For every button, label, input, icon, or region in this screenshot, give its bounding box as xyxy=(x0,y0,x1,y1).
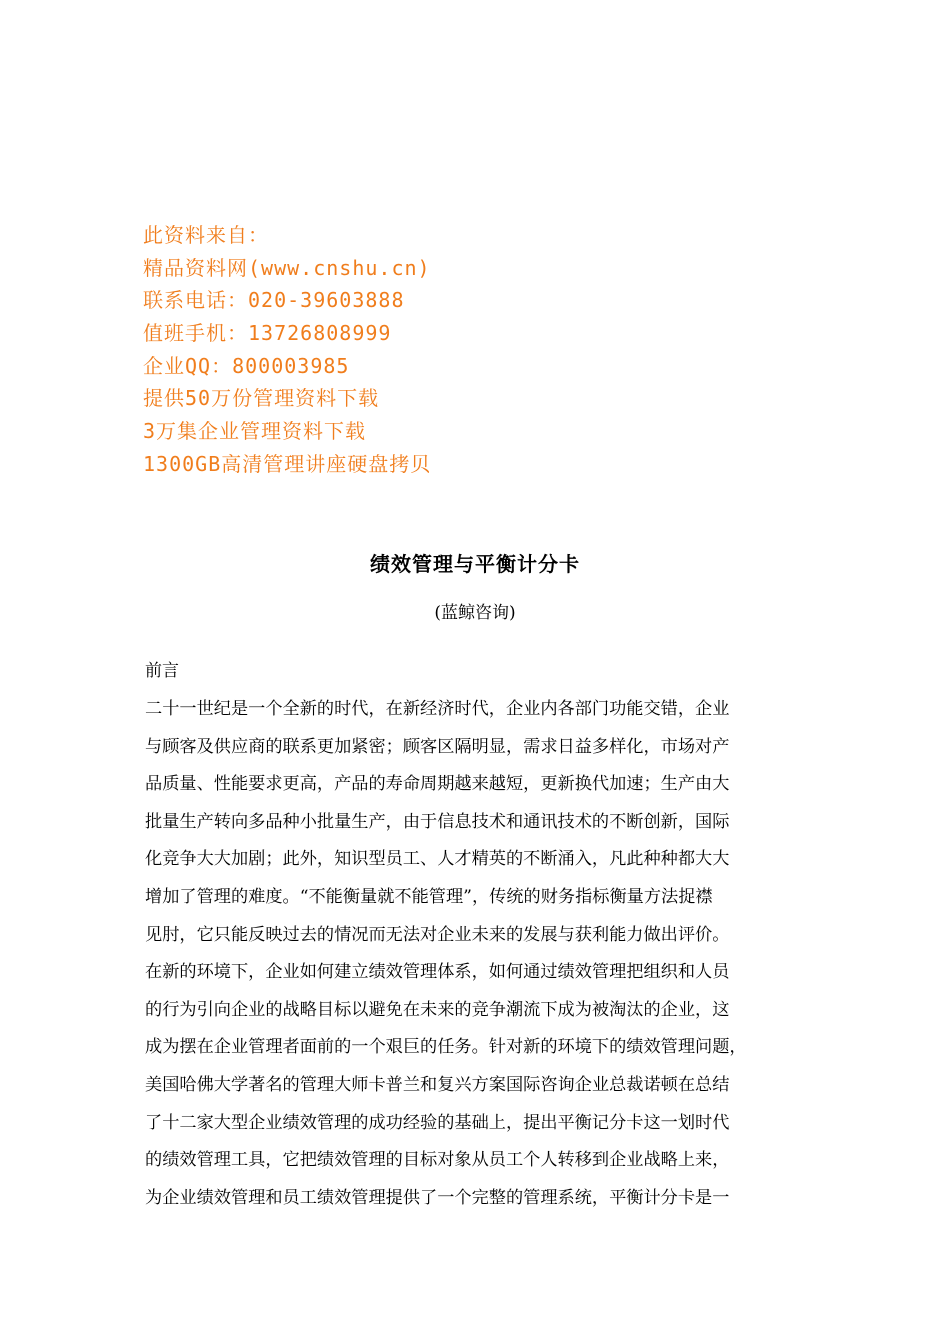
body-line: 为企业绩效管理和员工绩效管理提供了一个完整的管理系统，平衡计分卡是一 xyxy=(145,1187,730,1208)
promo-offer-2: 3万集企业管理资料下载 xyxy=(143,419,367,444)
body-line: 了十二家大型企业绩效管理的成功经验的基础上，提出平衡记分卡这一划时代 xyxy=(145,1112,730,1133)
body-line: 的绩效管理工具，它把绩效管理的目标对象从员工个人转移到企业战略上来， xyxy=(145,1150,730,1171)
promo-offer-3: 1300GB高清管理讲座硬盘拷贝 xyxy=(143,451,432,476)
body-line: 二十一世纪是一个全新的时代，在新经济时代，企业内各部门功能交错，企业 xyxy=(145,699,730,719)
body-line: 见肘，它只能反映过去的情况而无法对企业未来的发展与获利能力做出评价。 xyxy=(145,924,730,945)
body-line: 在新的环境下，企业如何建立绩效管理体系，如何通过绩效管理把组织和人员 xyxy=(145,962,730,983)
promo-offer-1: 提供50万份管理资料下载 xyxy=(143,386,380,411)
preface-heading: 前言 xyxy=(145,661,179,681)
promo-qq: 企业QQ：800003985 xyxy=(143,353,350,378)
body-line: 增加了管理的难度。“不能衡量就不能管理”，传统的财务指标衡量方法捉襟 xyxy=(145,886,713,907)
promo-mobile: 值班手机：13726808999 xyxy=(143,321,392,346)
document-subtitle: (蓝鲸咨询) xyxy=(434,603,516,623)
promo-phone: 联系电话：020-39603888 xyxy=(143,288,405,313)
body-line: 与顾客及供应商的联系更加紧密；顾客区隔明显，需求日益多样化，市场对产 xyxy=(145,736,730,757)
promo-website: 精品资料网(www.cnshu.cn) xyxy=(143,255,431,280)
document-title: 绩效管理与平衡计分卡 xyxy=(370,552,580,576)
body-line: 化竞争大大加剧；此外，知识型员工、人才精英的不断涌入，凡此种种都大大 xyxy=(145,849,730,870)
body-line: 美国哈佛大学著名的管理大师卡普兰和复兴方案国际咨询企业总裁诺顿在总结 xyxy=(145,1074,730,1095)
preface-body xyxy=(145,691,805,1217)
body-line: 品质量、性能要求更高，产品的寿命周期越来越短，更新换代加速；生产由大 xyxy=(145,774,730,795)
promo-block xyxy=(143,219,743,481)
body-line: 的行为引向企业的战略目标以避免在未来的竞争潮流下成为被淘汰的企业，这 xyxy=(145,999,730,1020)
body-line: 批量生产转向多品种小批量生产，由于信息技术和通讯技术的不断创新，国际 xyxy=(145,811,730,832)
promo-source-label: 此资料来自： xyxy=(143,223,269,247)
body-line: 成为摆在企业管理者面前的一个艰巨的任务。针对新的环境下的绩效管理问题， xyxy=(145,1037,747,1058)
